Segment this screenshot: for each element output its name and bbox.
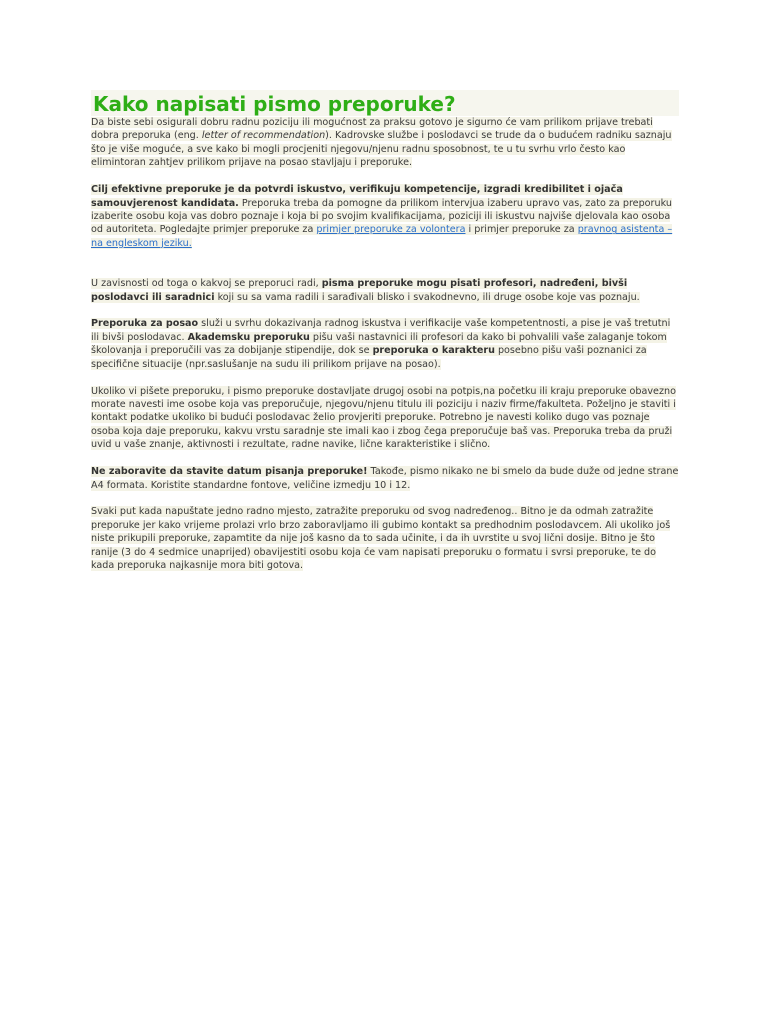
volunteer-recommendation-link[interactable]: primjer preporuke za volontera [316, 224, 466, 236]
paragraph-timing: Svaki put kada napuštate jedno radno mjesto, zatražite preporuku od svog nadređenog.. Bitno je da odmah zatražite preporuke jer kako vrijeme prolazi vrlo brzo zaboravljamo ili gubimo kontakt sa predhodnim poslodavcem. Ali ukoliko još niste prikupili preporuke, zapamtite da nije još kasno da to sada učinite, i da ih uvrstite u svoj lični dosije. Bitno je što ranije (3 do 4 sedmice unaprijed) obavijestiti osobu koja će vam napisati preporuku o formatu i svrsi preporuke, te do kada preporuka najkasnije mora biti gotova. [91, 506, 671, 572]
paragraph-goal: Cilj efektivne preporuke je da potvrdi iskustvo, verifikuju kompetencije, izgradi kredibilitet i ojača samouvjerenost kandidata. Preporuka treba da pomogne da prilikom intervjua izaberu upravo vas, zato za preporuku izaberite osobu koja vas dobro poznaje i koja bi po svojim kvalifikacijama, poziciji ili iskustvu najviše djelovala kao osoba od autoriteta. Pogledajte primjer preporuke za primjer preporuke za volontera i primjer preporuke za pravnog asistenta – na engleskom jeziku. [91, 184, 673, 249]
page-title: Kako napisati pismo preporuke? [91, 90, 679, 116]
paragraph-date: Ne zaboravite da stavite datum pisanja preporuke! Takođe, pismo nikako ne bi smelo da bude duže od jedne strane A4 formata. Koristite standardne fontove, veličine izmedju 10 i 12. [91, 466, 679, 491]
document-page [91, 90, 679, 586]
paragraph-writing: Ukoliko vi pišete preporuku, i pismo preporuke dostavljate drugoj osobi na potpis,na početku ili kraju preporuke obavezno morate navesti ime osobe koja vas preporučuje, njegovu/njenu titulu ili poziciju i naziv firme/fakulteta. Poželjno je staviti i kontakt podatke ukoliko bi budući poslodavac želio provjeriti preporuke. Potrebno je navesti koliko dugo vas poznaje osoba koja daje preporuku, kakvu vrstu saradnje ste imali kao i zbog čega preporučuje baš vas. Preporuka treba da pruži uvid u vaše znanje, aktivnosti i rezultate, radne navike, lične karakteristike i slično. [91, 385, 676, 451]
paragraph-authors: U zavisnosti od toga o kakvoj se preporuci radi, pisma preporuke mogu pisati profesori, nadređeni, bivši poslodavci ili saradnici koji su sa vama radili i sarađivali blisko i svakodnevno, ili druge osobe koje vas poznaju. [91, 278, 640, 303]
spacer [91, 264, 679, 278]
legal-assistant-recommendation-link[interactable]: pravnog asistenta – na engleskom jeziku. [91, 224, 673, 249]
paragraph-types: Preporuka za posao služi u svrhu dokazivanja radnog iskustva i verifikacije vaše kompetentnosti, a pise je vaš tretutni ili bivši poslodavac. Akademsku preporuku pišu vaši nastavnici ili profesori da kako bi pohvalili vaše zalaganje tokom školovanja i preporučili vas za dobijanje stipendije, dok se preporuka o karakteru posebno pišu vaši poznanici za specifične situacije (npr.saslušanje na sudu ili prilikom prijave na posao). [91, 318, 671, 370]
paragraph-intro: Da biste sebi osigurali dobru radnu poziciju ili mogućnost za praksu gotovo je sigurno će vam prilikom prijave trebati dobra preporuka (eng. letter of recommendation). Kadrovske službe i poslodavci se trude da o budućem radniku saznaju što je više moguće, a sve kako bi mogli procjeniti njegovu/njenu radnu sposobnost, te u tu svrhu vrlo često kao elimintoran zahtjev prilikom prijave na posao stavljaju i preporuke. [91, 117, 672, 169]
